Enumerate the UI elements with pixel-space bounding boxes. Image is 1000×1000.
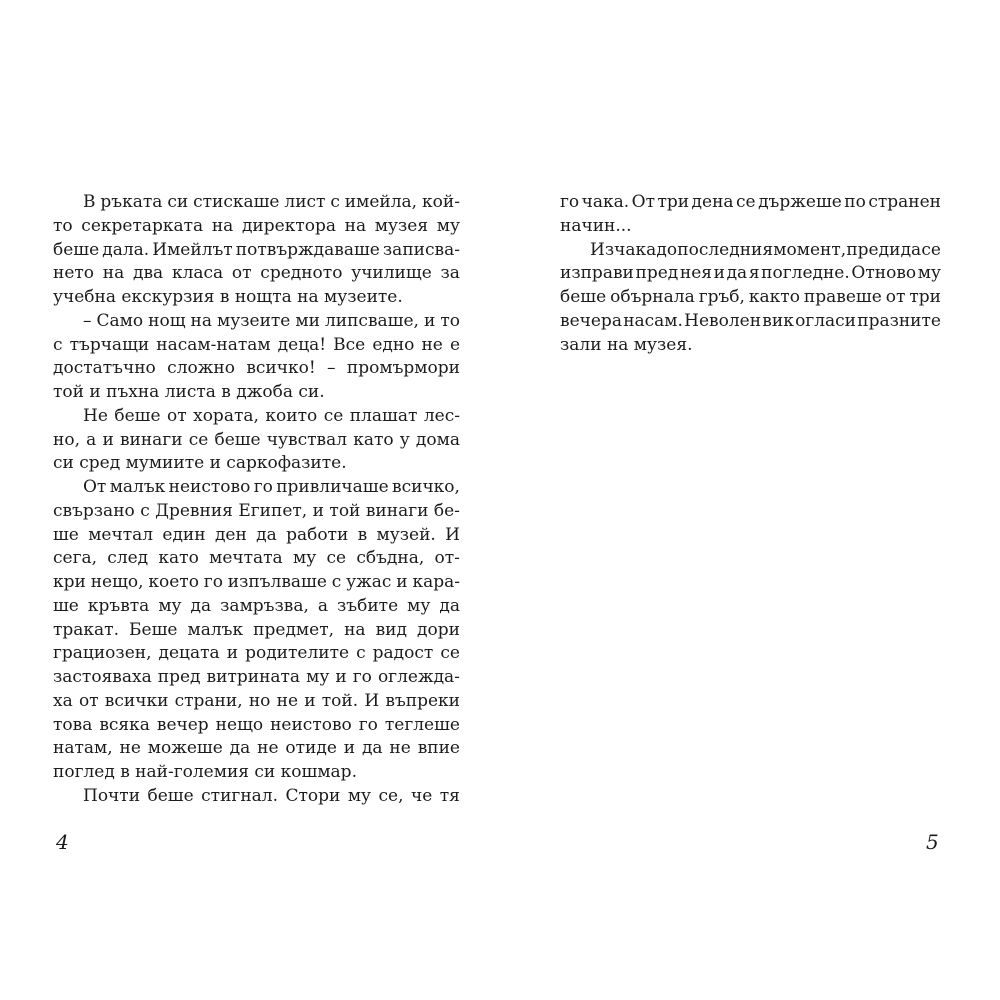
text-line: Почти беше стигнал. Стори му се, че тя (83, 785, 460, 806)
text-line: поглед в най-големия си кошмар. (53, 762, 357, 782)
text-line: зали на музея. (560, 334, 693, 355)
left-page-number: 4 (56, 830, 69, 854)
text-line: беше дала. Имейлът потвърждаваше записва- (53, 239, 460, 260)
text-line: ха от всички страни, но не и той. И въпреки (53, 690, 460, 711)
text-line: го чака. От три дена се държеше по странен (560, 192, 941, 212)
text-line: изправи пред нея и да я погледне. Отново му (560, 263, 941, 284)
text-line: натам, не можеше да не отиде и да не впие (53, 738, 460, 759)
text-line: свързано с Древния Египет, и той винаги бе- (53, 500, 460, 521)
text-line: беше обърнала гръб, както правеше от три (560, 287, 941, 307)
text-line: В ръката си стискаше лист с имейла, кой- (83, 192, 460, 212)
text-line: нето на два класа от средното училище за (53, 263, 460, 284)
text-line: си сред мумиите и саркофазите. (53, 453, 347, 474)
text-line: сега, след като мечтата му се сбъдна, от- (53, 548, 460, 569)
left-page-text-block (53, 191, 460, 809)
text-line: тракат. Беше малък предмет, на вид дори (53, 619, 460, 640)
right-page-text-block (560, 191, 941, 357)
text-line: кри нещо, което го изпълваше с ужас и кара- (53, 572, 460, 592)
text-line: то секретарката на директора на музея му (53, 215, 460, 236)
text-line: той и пъхна листа в джоба си. (53, 382, 325, 402)
text-line: с търчащи насам-натам деца! Все едно не е (53, 334, 460, 355)
text-line: Не беше от хората, които се плашат лес- (83, 405, 460, 426)
text-line: учебна екскурзия в нощта на музеите. (53, 287, 403, 307)
right-page-number: 5 (926, 830, 939, 854)
text-line: Изчака до последния момент, преди да се (590, 239, 941, 260)
text-line: ше кръвта му да замръзва, а зъбите му да (53, 595, 460, 616)
text-line: достатъчно сложно всичко! – промърмори (53, 358, 460, 379)
text-line: начин... (560, 215, 632, 236)
text-line: – Само нощ на музеите ми липсваше, и то (83, 310, 460, 331)
text-line: ше мечтал един ден да работи в музей. И (53, 524, 460, 545)
text-line: това всяка вечер нещо неистово го теглеше (53, 714, 460, 735)
text-line: грациозен, децата и родителите с радост се (53, 643, 460, 664)
text-line: вечера насам. Неволен вик огласи празните (560, 310, 941, 331)
text-line: От малък неистово го привличаше всичко, (83, 477, 460, 497)
text-line: но, а и винаги се беше чувствал като у дома (53, 429, 460, 450)
text-line: застояваха пред витрината му и го оглежда- (53, 667, 460, 687)
